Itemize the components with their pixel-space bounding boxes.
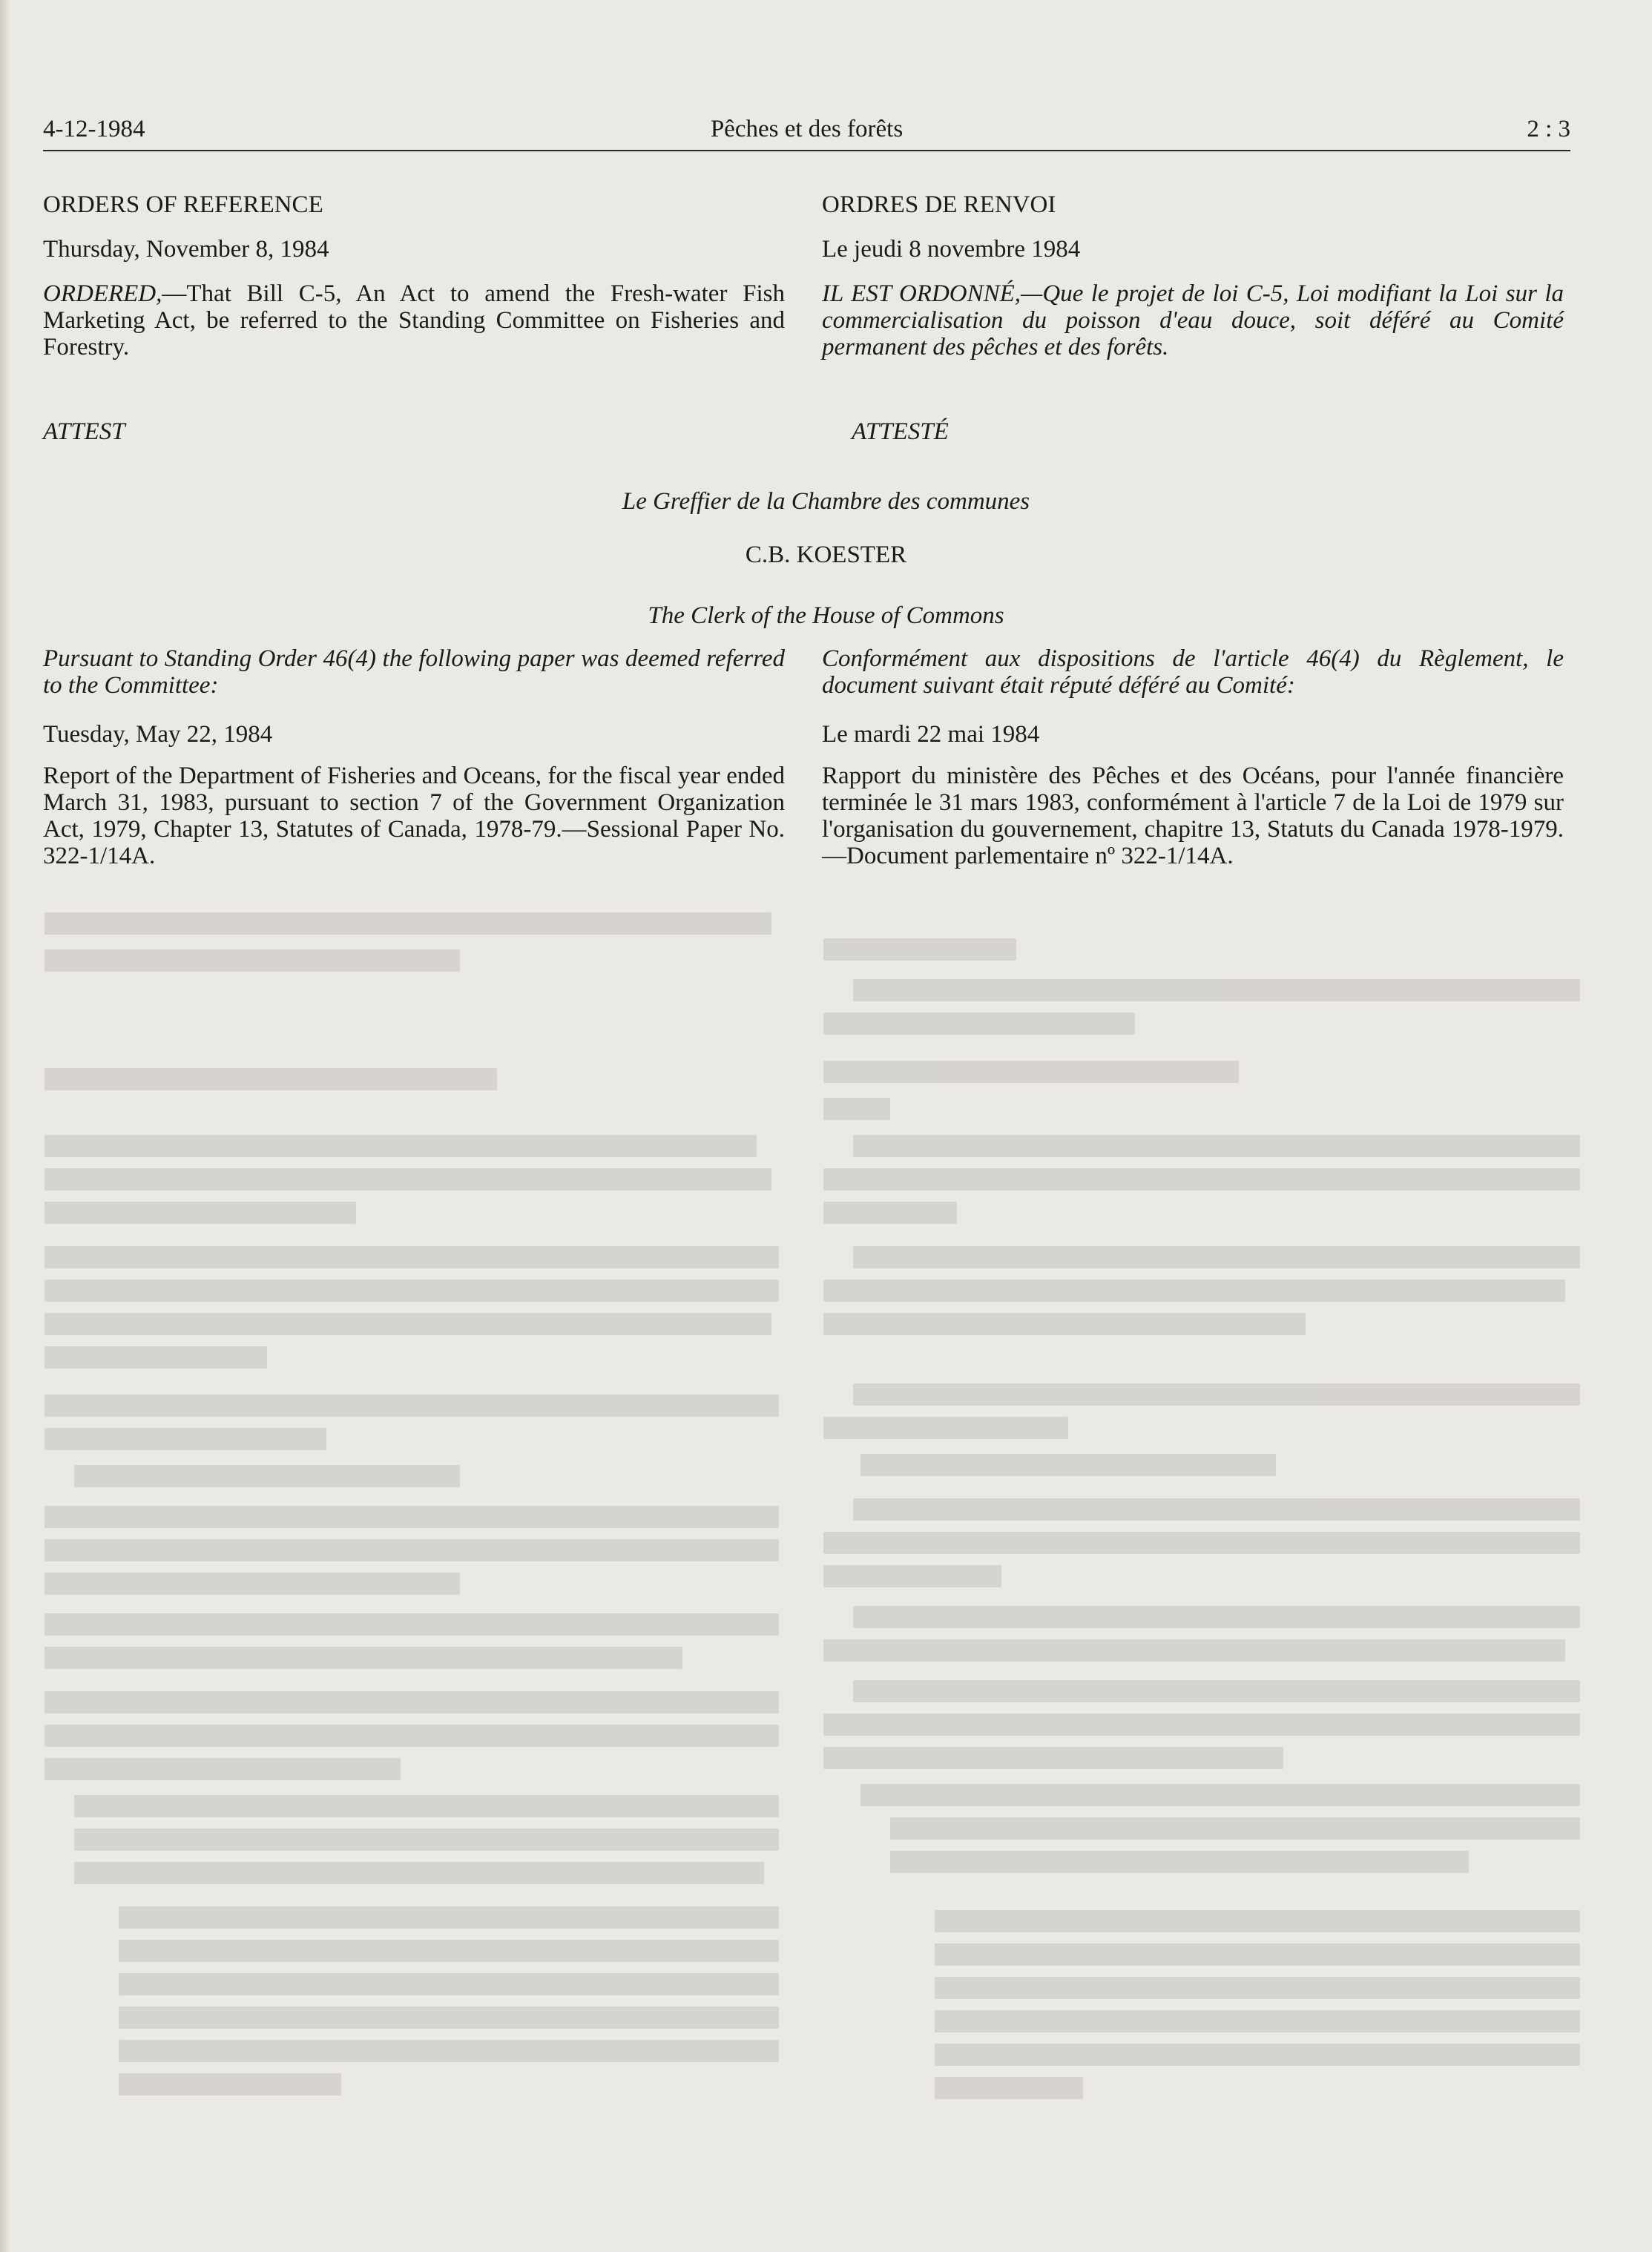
header-title: Pêches et des forêts xyxy=(710,116,904,142)
attest-english: ATTEST xyxy=(43,418,125,445)
clerk-name: C.B. KOESTER xyxy=(745,541,907,568)
ordres-de-renvoi-heading: ORDRES DE RENVOI xyxy=(822,191,1056,218)
orders-of-reference-heading: ORDERS OF REFERENCE xyxy=(43,191,323,218)
order-text-english xyxy=(43,280,785,360)
order-text-french: IL EST ORDONNÉ,—Que le projet de loi C-5, Loi modifiant la Loi sur la commercialisation du poisson d'eau douce, soit déféré au Comité permanent des pêches et des forêts. xyxy=(822,280,1564,360)
paper-date-english: Tuesday, May 22, 1984 xyxy=(43,721,273,748)
order-body-english: —That Bill C-5, An Act to amend the Fresh-water Fish Marketing Act, be referred to the Standing Committee on Fisheries and Forestry. xyxy=(43,280,785,360)
running-header xyxy=(43,113,1570,151)
attest-french: ATTESTÉ xyxy=(852,418,949,445)
standing-order-french: Conformément aux dispositions de l'article 46(4) du Règlement, le document suivant était réputé déféré au Comité: xyxy=(822,645,1564,699)
page-edge-shadow xyxy=(0,0,10,2252)
order-date-french: Le jeudi 8 novembre 1984 xyxy=(822,236,1081,263)
paper-date-french: Le mardi 22 mai 1984 xyxy=(822,721,1040,748)
ordered-lead: ORDERED, xyxy=(43,280,162,307)
report-text-french: Rapport du ministère des Pêches et des Océans, pour l'année financière terminée le 31 mars 1983, conformément à l'article 7 de la Loi de 1979 sur l'organisation du gouvernement, chapitre 13, Statuts du Canada 1978-1979.—Document parlementaire nº 322-1/14A. xyxy=(822,763,1564,869)
header-page-number: 2 : 3 xyxy=(1527,116,1570,142)
clerk-title: The Clerk of the House of Commons xyxy=(648,602,1004,629)
standing-order-english: Pursuant to Standing Order 46(4) the following paper was deemed referred to the Committee: xyxy=(43,645,785,699)
greffier-title: Le Greffier de la Chambre des communes xyxy=(622,488,1030,515)
order-date-english: Thursday, November 8, 1984 xyxy=(43,236,329,263)
report-text-english: Report of the Department of Fisheries and Oceans, for the fiscal year ended March 31, 1983, pursuant to section 7 of the Government Organization Act, 1979, Chapter 13, Statutes of Canada, 1978-79.—Sessional Paper No. 322-1/14A. xyxy=(43,763,785,869)
header-date: 4-12-1984 xyxy=(43,116,145,142)
